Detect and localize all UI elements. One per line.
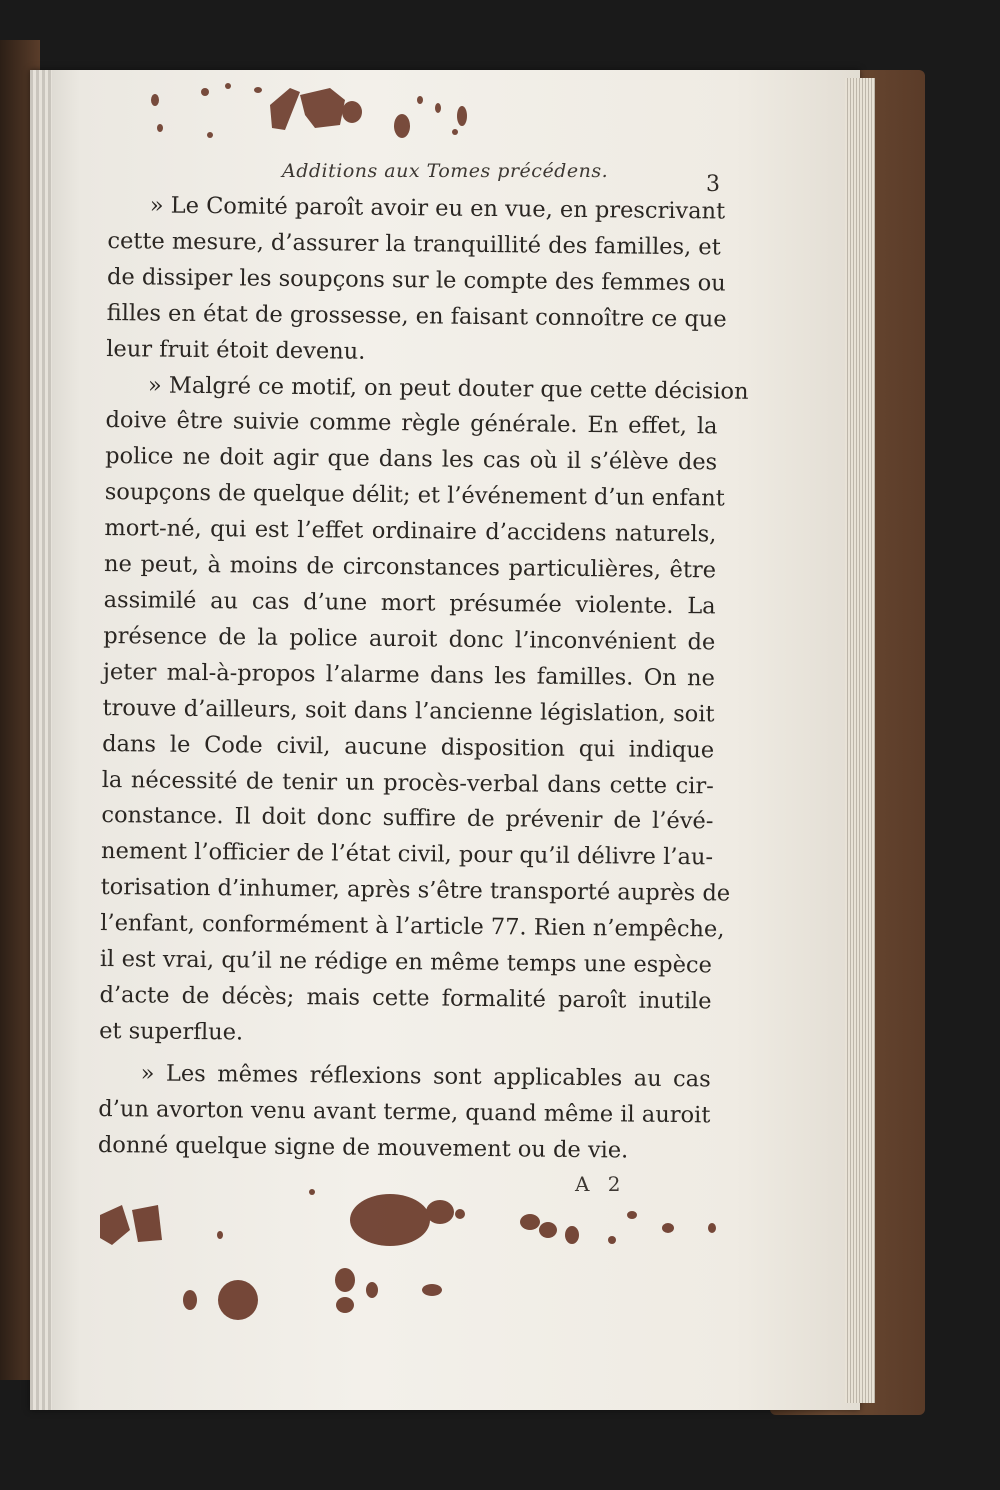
text-line: présence de la police auroit donc l’inconvénient de — [103, 622, 716, 656]
text-line: dans le Code civil, aucune disposition qui indique — [102, 730, 715, 763]
text-line: torisation d’inhumer, après s’être transporté auprès de — [100, 874, 731, 907]
text-line: » Les mêmes réflexions sont applicables au cas — [140, 1060, 711, 1093]
text-line: constance. Il doit donc suffire de prévenir de l’évé- — [101, 802, 714, 835]
text-line: filles en état de grossesse, en faisant connoître ce que — [106, 299, 727, 333]
text-line: d’acte de décès; mais cette formalité paroît inutile — [99, 981, 712, 1015]
text-line: de dissiper les soupçons sur le compte des femmes ou — [106, 263, 726, 297]
text-line: » Le Comité paroît avoir eu en vue, en prescrivant — [149, 192, 726, 225]
text-line: la nécessité de tenir un procès-verbal dans cette cir- — [101, 766, 714, 799]
signature-mark: A 2 — [575, 1172, 627, 1196]
text-line: il est vrai, qu’il ne rédige en même temps une espèce — [99, 945, 713, 979]
text-line: trouve d’ailleurs, soit dans l’ancienne législation, soit — [102, 694, 715, 728]
text-line: et superflue. — [99, 1017, 244, 1046]
text-line: » Malgré ce motif, on peut douter que cette décision — [147, 371, 749, 405]
text-line: l’enfant, conformément à l’article 77. Rien n’empêche, — [100, 910, 725, 943]
text-line: jeter mal-à-propos l’alarme dans les familles. On ne — [102, 658, 716, 692]
text-line: assimilé au cas d’une mort présumée violente. La — [103, 586, 716, 620]
text-line: leur fruit étoit devenu. — [106, 335, 366, 365]
text-line: d’un avorton venu avant terme, quand même il auroit — [98, 1095, 711, 1129]
text-line: mort-né, qui est l’effet ordinaire d’accidens naturels, — [104, 515, 717, 548]
text-line: soupçons de quelque délit; et l’événement d’un enfant — [104, 479, 725, 512]
text-line: police ne doit agir que dans les cas où il s’élève des — [105, 443, 718, 476]
text-line: donné quelque signe de mouvement ou de vie. — [97, 1131, 629, 1164]
text-line: ne peut, à moins de circonstances particulières, être — [103, 551, 717, 584]
text-line: nement l’officier de l’état civil, pour qu’il délivre l’au- — [100, 838, 714, 871]
text-line: cette mesure, d’assurer la tranquillité des familles, et — [107, 227, 721, 261]
text-line: doive être suivie comme règle générale. En effet, la — [105, 407, 718, 440]
page-number: 3 — [706, 172, 720, 197]
running-head: Additions aux Tomes précédens. — [282, 160, 609, 182]
